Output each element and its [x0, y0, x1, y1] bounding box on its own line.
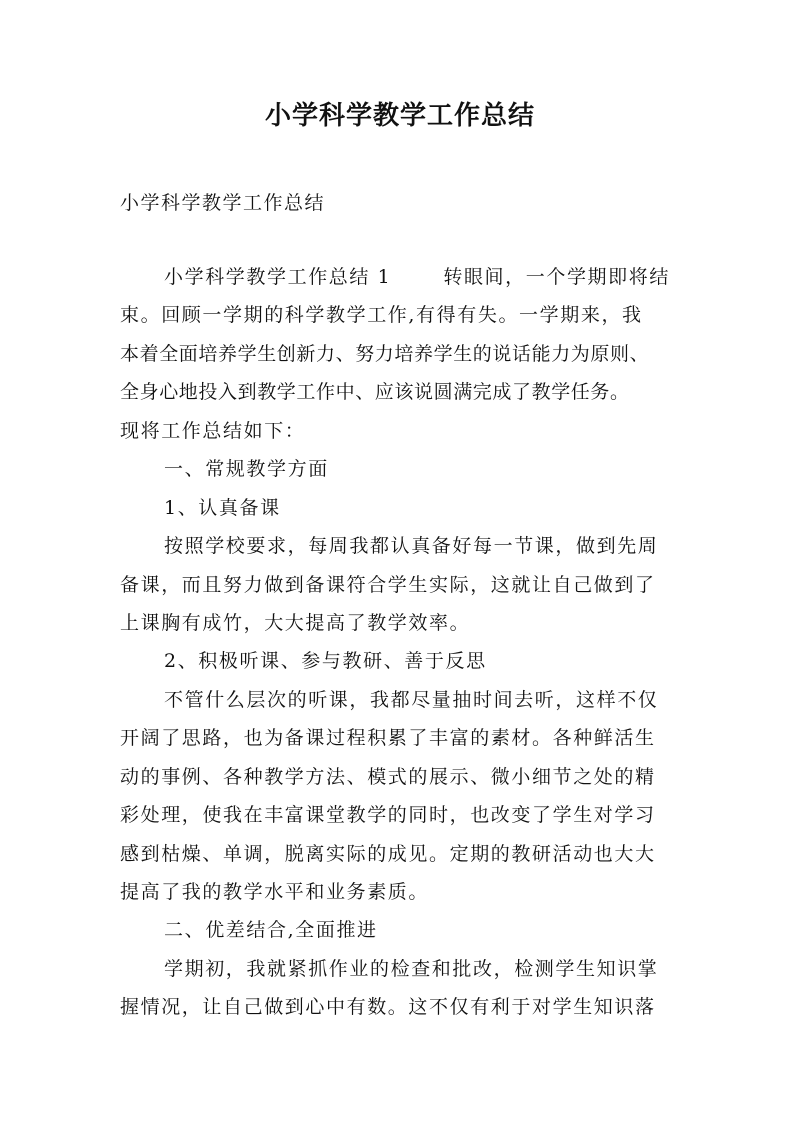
paragraph-line: 全身心地投入到教学工作中、应该说圆满完成了教学任务。	[120, 381, 630, 404]
paragraph-line: 备课，而且努力做到备课符合学生实际，这就让自己做到了	[120, 573, 656, 596]
paragraph-line: 感到枯燥、单调，脱离实际的成见。定期的教研活动也大大	[120, 842, 656, 865]
paragraph-line: 动的事例、各种教学方法、模式的展示、微小细节之处的精	[120, 765, 656, 788]
paragraph-line: 学期初，我就紧抓作业的检查和批改，检测学生知识掌	[164, 957, 659, 980]
paragraph-line: 彩处理，使我在丰富课堂教学的同时，也改变了学生对学习	[120, 804, 656, 827]
paragraph-line: 握情况，让自己做到心中有数。这不仅有利于对学生知识落	[120, 996, 656, 1019]
subsection-heading: 1、认真备课	[164, 496, 281, 519]
paragraph-text: 转眼间，一个学期即将结	[443, 266, 670, 288]
paragraph-line: 现将工作总结如下：	[120, 419, 306, 442]
paragraph-line: 提高了我的教学水平和业务素质。	[120, 881, 430, 903]
document-subtitle: 小学科学教学工作总结	[120, 192, 326, 214]
paragraph-line: 本着全面培养学生创新力、努力培养学生的说话能力为原则、	[120, 342, 650, 365]
paragraph-line	[120, 258, 700, 296]
subsection-heading: 2、积极听课、参与教研、善于反思	[164, 650, 487, 673]
paragraph-line: 开阔了思路，也为备课过程积累了丰富的素材。各种鲜活生	[120, 727, 656, 750]
summary-heading: 小学科学教学工作总结 1	[164, 266, 392, 288]
document-title: 小学科学教学工作总结	[264, 101, 535, 131]
paragraph-line: 不管什么层次的听课，我都尽量抽时间去听，这样不仅	[164, 688, 659, 711]
paragraph-line: 上课胸有成竹，大大提高了教学效率。	[120, 611, 471, 634]
paragraph-line: 按照学校要求，每周我都认真备好每一节课，做到先周	[164, 535, 659, 558]
document-body	[120, 258, 700, 1027]
paragraph-line: 束。回顾一学期的科学教学工作,有得有失。一学期来，我	[120, 304, 643, 327]
section-heading: 一、常规教学方面	[164, 458, 329, 481]
section-heading: 二、优差结合,全面推进	[164, 919, 378, 942]
